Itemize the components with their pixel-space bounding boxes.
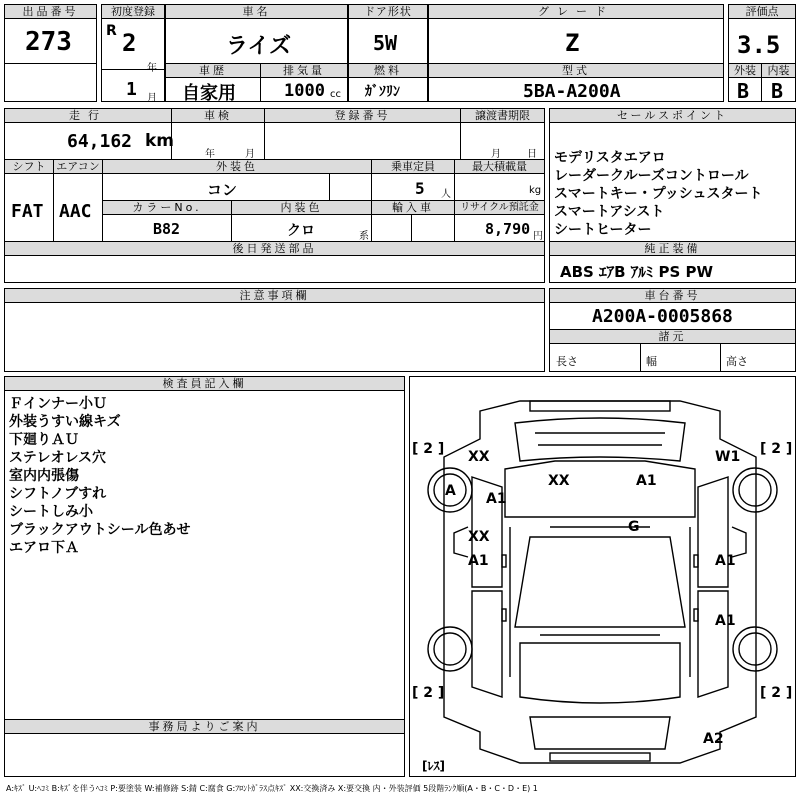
- mark-left-door-front-lower: A1: [468, 553, 489, 569]
- interior-grade: B: [771, 79, 784, 103]
- sales-point: レーダークルーズコントロール: [554, 168, 749, 184]
- mileage: 64,162: [67, 131, 133, 152]
- tire-mark-front-right: [ 2 ]: [760, 441, 793, 457]
- grade-label: グレード: [429, 5, 723, 19]
- car-diagram-box: [409, 376, 796, 777]
- equipment-label: 純正装備: [550, 242, 795, 256]
- door-type: 5W: [373, 31, 398, 55]
- tire-mark-front-left: [ 2 ]: [412, 441, 445, 457]
- mark-left-door-front: XX: [468, 529, 490, 545]
- car-name: ライズ: [226, 34, 292, 59]
- year-unit: 年: [147, 63, 157, 74]
- mark-right-door-rear: A1: [715, 613, 736, 629]
- int-color-unit: 系: [359, 231, 369, 242]
- mark-front-left-fender: XX: [468, 449, 490, 465]
- capacity-label: 乗車定員: [372, 160, 454, 174]
- car-name-box: [165, 4, 348, 102]
- inspector-box: [4, 376, 405, 720]
- car-name-label: 車名: [166, 5, 347, 19]
- chassis-label: 車台番号: [550, 289, 795, 303]
- mileage-unit: km: [145, 131, 175, 151]
- model-label: 型式: [429, 64, 723, 78]
- score: 3.5: [737, 31, 781, 59]
- note-line: シートしみ小: [9, 504, 93, 520]
- sales-point: シートヒーター: [554, 222, 652, 238]
- displacement-unit: cc: [330, 89, 341, 100]
- capacity-unit: 人: [441, 189, 451, 200]
- registration-label: 登録番号: [265, 109, 460, 123]
- model: 5BA-A200A: [523, 81, 621, 102]
- displacement: 1000: [284, 81, 325, 101]
- equipment-value: ABS ｴｱB ｱﾙﾐ PS PW: [560, 263, 714, 281]
- chassis-box: [549, 288, 796, 372]
- tire-mark-rear-right: [ 2 ]: [760, 685, 793, 701]
- history-label: 車歴: [166, 64, 260, 78]
- capacity: 5: [415, 179, 425, 198]
- int-color: クロ: [287, 223, 315, 239]
- exterior-grade: B: [737, 79, 750, 103]
- car-diagram: [410, 377, 795, 776]
- door-box: [348, 4, 428, 102]
- recycle: 8,790: [485, 220, 531, 238]
- equipment-box: [549, 241, 796, 283]
- lot-number: 273: [25, 27, 72, 57]
- mark-right-door-front: A1: [715, 553, 736, 569]
- specs-label: 諸元: [550, 330, 795, 344]
- mark-windshield: G: [628, 519, 640, 535]
- transfer-day: 日: [527, 149, 537, 160]
- score-box: [728, 4, 796, 102]
- sales-box: [549, 108, 796, 242]
- shift: FAT: [11, 201, 44, 222]
- mark-hood-right: A1: [636, 473, 657, 489]
- spec-height: 高さ: [726, 355, 748, 368]
- mark-rear-bumper: A2: [703, 731, 724, 747]
- spec-width: 幅: [646, 355, 657, 368]
- note-line: 下廻りＡＵ: [9, 432, 79, 448]
- inspector-label: 検査員記入欄: [5, 377, 404, 391]
- ac: AAC: [59, 201, 92, 222]
- era: R: [106, 23, 117, 39]
- month-unit: 月: [147, 93, 157, 104]
- max-load-unit: kg: [529, 185, 542, 196]
- color-no-label: カラーNo.: [103, 201, 231, 215]
- note-line: 室内内張傷: [9, 468, 79, 484]
- sales-points-list: [554, 149, 762, 239]
- info-box: [4, 108, 545, 242]
- history: 自家用: [182, 83, 236, 104]
- color-no: B82: [153, 220, 181, 238]
- mileage-label: 走行: [5, 109, 171, 123]
- note-line: Ｆインナー小Ｕ: [9, 396, 107, 412]
- grade: Z: [565, 29, 580, 57]
- ac-label: エアコン: [54, 160, 102, 174]
- note-line: ブラックアウトシール色あせ: [9, 522, 191, 538]
- sales-label: セールスポイント: [550, 109, 795, 123]
- note-line: エアロ下Ａ: [9, 540, 79, 556]
- chassis-number: A200A-0005868: [592, 306, 733, 327]
- transfer-month: 月: [491, 149, 501, 160]
- recycle-unit: 円: [533, 231, 543, 242]
- lot-box: [4, 4, 97, 102]
- office-label: 事務局よりご案内: [5, 720, 404, 734]
- caution-box: [4, 288, 545, 372]
- tire-mark-rear-left: [ 2 ]: [412, 685, 445, 701]
- reg-year: 2: [122, 29, 137, 57]
- sales-point: モデリスタエアロ: [554, 150, 666, 166]
- inspector-notes: [9, 395, 190, 557]
- displacement-label: 排気量: [261, 64, 347, 78]
- insp-year: 年: [205, 149, 215, 160]
- reg-month: 1: [126, 79, 137, 100]
- grade-box: [428, 4, 724, 102]
- spare-tire-mark: [ﾚｽ]: [422, 759, 445, 773]
- transfer-label: 譲渡書期限: [461, 109, 544, 123]
- mark-front-right-fender: W1: [715, 449, 741, 465]
- later-parts-label: 後日発送部品: [5, 242, 544, 256]
- sales-point: スマートアシスト: [554, 204, 665, 220]
- lot-label: 出品番号: [5, 5, 96, 19]
- insp-month: 月: [245, 149, 255, 160]
- sales-point: スマートキー・プッシュスタート: [554, 186, 763, 202]
- mark-front-left-door-top: A1: [486, 491, 507, 507]
- interior-label: 内装: [762, 64, 795, 78]
- max-load-label: 最大積載量: [455, 160, 544, 174]
- first-reg-box: [101, 4, 165, 102]
- shift-label: シフト: [5, 160, 53, 174]
- note-line: シフトノブすれ: [9, 486, 107, 502]
- note-line: 外装うすい線キズ: [9, 414, 121, 430]
- int-color-label: 内装色: [232, 201, 371, 215]
- mark-hood-left: XX: [548, 473, 570, 489]
- caution-label: 注意事項欄: [5, 289, 544, 303]
- ext-color-label: 外装色: [103, 160, 371, 174]
- score-label: 評価点: [729, 5, 795, 19]
- legend: A:ｷｽﾞ U:ﾍｺﾐ B:ｷｽﾞを伴うﾍｺﾐ P:要塗装 W:補修跡 S:錆 C:腐食 G:ﾌﾛﾝﾄｶﾞﾗｽ点ｷｽﾞ XX:交換済み X:要交換 内・外装評価 5段階ﾗﾝｸ順(A・B・C・D・E) 1: [6, 784, 538, 793]
- note-line: ステレオレス穴: [9, 450, 107, 466]
- ext-color: コン: [207, 181, 238, 199]
- import-label: 輸入車: [372, 201, 454, 215]
- later-parts-box: [4, 241, 545, 283]
- fuel: ｶﾞｿﾘﾝ: [365, 84, 400, 100]
- office-box: [4, 719, 405, 777]
- fuel-label: 燃料: [349, 64, 427, 78]
- exterior-label: 外装: [729, 64, 761, 78]
- recycle-label: リサイクル預託金: [455, 201, 544, 215]
- door-label: ドア形状: [349, 5, 427, 19]
- first-reg-label: 初度登録: [102, 5, 164, 19]
- mark-front-left-wheel: A: [445, 483, 456, 499]
- inspection-label: 車検: [172, 109, 264, 123]
- spec-length: 長さ: [556, 355, 578, 368]
